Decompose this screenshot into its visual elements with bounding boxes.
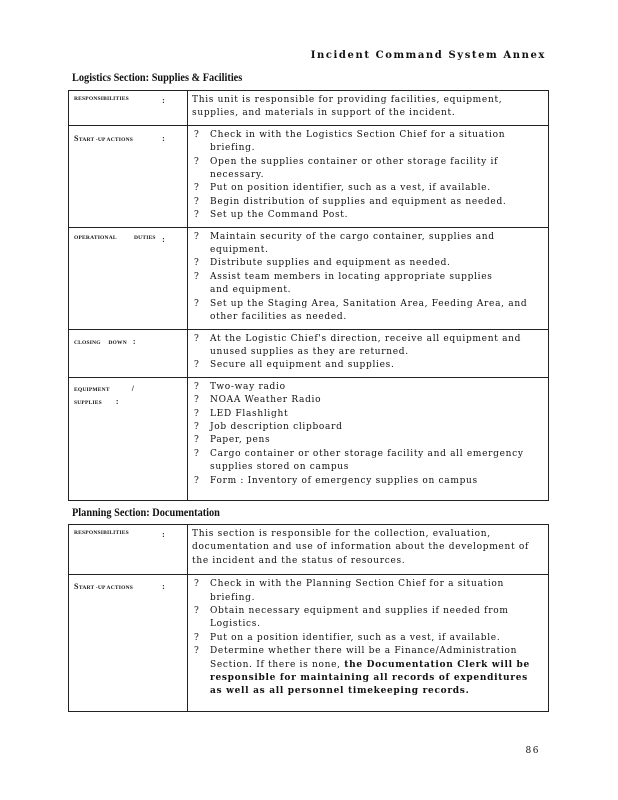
list-item: ? Check in with the Planning Section Chief for a situation briefing. xyxy=(194,579,505,603)
row-content-cell xyxy=(188,91,549,126)
row-label-cell: OPERATIONAL DUTIES : xyxy=(69,227,188,329)
list-item: ? Cargo container or other storage facility and all emergency supplies stored on campus xyxy=(194,448,524,473)
bullet-list xyxy=(192,578,544,699)
list-item: ? Secure all equipment and supplies. xyxy=(194,360,395,371)
row-label-cell: RESPONSIBILITIES : xyxy=(69,525,188,575)
logistics-table xyxy=(68,90,549,501)
row-label: EQUIPMENT xyxy=(74,386,110,393)
list-item: ? Set up the Command Post. xyxy=(194,210,349,221)
row-label: RESPONSIBILITIES xyxy=(74,96,129,102)
row-label: OPERATIONAL DUTIES xyxy=(74,234,156,241)
row-content-cell xyxy=(188,525,549,575)
table-row xyxy=(69,377,549,500)
page-number: 86 xyxy=(525,746,540,756)
row-label-cell: START -UP ACTIONS : xyxy=(69,125,188,227)
list-item: ? Assist team members in locating appropriate supplies and equipment. xyxy=(194,271,493,296)
list-item: ? Set up the Staging Area, Sanitation Area, Feeding Area, and other facilities as needed. xyxy=(194,298,528,323)
document-header-title: Incident Command System Annex xyxy=(310,50,546,61)
row-content-cell xyxy=(188,125,549,227)
table-row xyxy=(69,329,549,377)
list-item: ? Put on position identifier, such as a vest, if available. xyxy=(194,183,491,194)
table-row xyxy=(69,227,549,329)
table-row xyxy=(69,525,549,575)
row-content-cell xyxy=(188,329,549,377)
planning-section-title: Planning Section: Documentation xyxy=(72,505,220,519)
list-item: ? Maintain security of the cargo container, supplies and equipment. xyxy=(194,231,495,256)
row-label-cell: EQUIPMENT / SUPPLIES : xyxy=(69,377,188,500)
list-item: ? Job description clipboard xyxy=(194,421,343,432)
row-content-cell xyxy=(188,377,549,500)
list-item: ? NOAA Weather Radio xyxy=(194,395,322,406)
row-content-cell xyxy=(188,227,549,329)
row-content-cell xyxy=(188,575,549,712)
bullet-list xyxy=(192,381,544,488)
list-item: ? Check in with the Logistics Section Chief for a situation briefing. xyxy=(194,129,506,154)
row-label: S xyxy=(74,133,79,143)
bullet-list xyxy=(192,333,544,373)
list-item: ? Begin distribution of supplies and equipment as needed. xyxy=(194,196,507,207)
list-item: ? Two-way radio xyxy=(194,381,286,392)
list-item: ? Put on a position identifier, such as a vest, if available. xyxy=(194,632,501,643)
logistics-section-title: Logistics Section: Supplies & Facilities xyxy=(72,70,243,84)
row-label-cell: START -UP ACTIONS : xyxy=(69,575,188,712)
planning-table xyxy=(68,524,549,712)
row-label: S xyxy=(74,582,79,592)
list-item: ? Obtain necessary equipment and supplies if needed from Logistics. xyxy=(194,606,509,630)
list-item: ? Paper, pens xyxy=(194,435,271,446)
table-row xyxy=(69,575,549,712)
row-label: RESPONSIBILITIES xyxy=(74,530,129,536)
responsibilities-text: This section is responsible for the collection, evaluation, documentation and use of information about the development of the incident and the status of resources. xyxy=(192,529,529,566)
row-label: CLOSING DOWN xyxy=(74,339,127,346)
bullet-list xyxy=(192,129,544,223)
row-label-cell: RESPONSIBILITIES : xyxy=(69,91,188,126)
list-item: ? Distribute supplies and equipment as needed. xyxy=(194,258,451,269)
row-label-cell: CLOSING DOWN : xyxy=(69,329,188,377)
bullet-list xyxy=(192,231,544,325)
list-item: ? Form : Inventory of emergency supplies on campus xyxy=(194,475,478,486)
list-item: ? Open the supplies container or other storage facility if necessary. xyxy=(194,156,499,181)
list-item: ? Determine whether there will be a Finance/Administration Section. If there is none, the Documentation Clerk will be responsible for maintaining all records of expenditures as well as all personnel timekeeping records. xyxy=(194,646,530,697)
documentation-clerk-note: the Documentation Clerk will be responsible for maintaining all records of expenditures as well as all personnel timekeeping records xyxy=(210,659,530,697)
list-item: ? LED Flashlight xyxy=(194,408,289,419)
list-item: ? At the Logistic Chief's direction, receive all equipment and unused supplies as they are returned. xyxy=(194,333,522,357)
table-row xyxy=(69,125,549,227)
responsibilities-text: This unit is responsible for providing facilities, equipment, supplies, and materials in support of the incident. xyxy=(192,95,503,119)
table-row xyxy=(69,91,549,126)
